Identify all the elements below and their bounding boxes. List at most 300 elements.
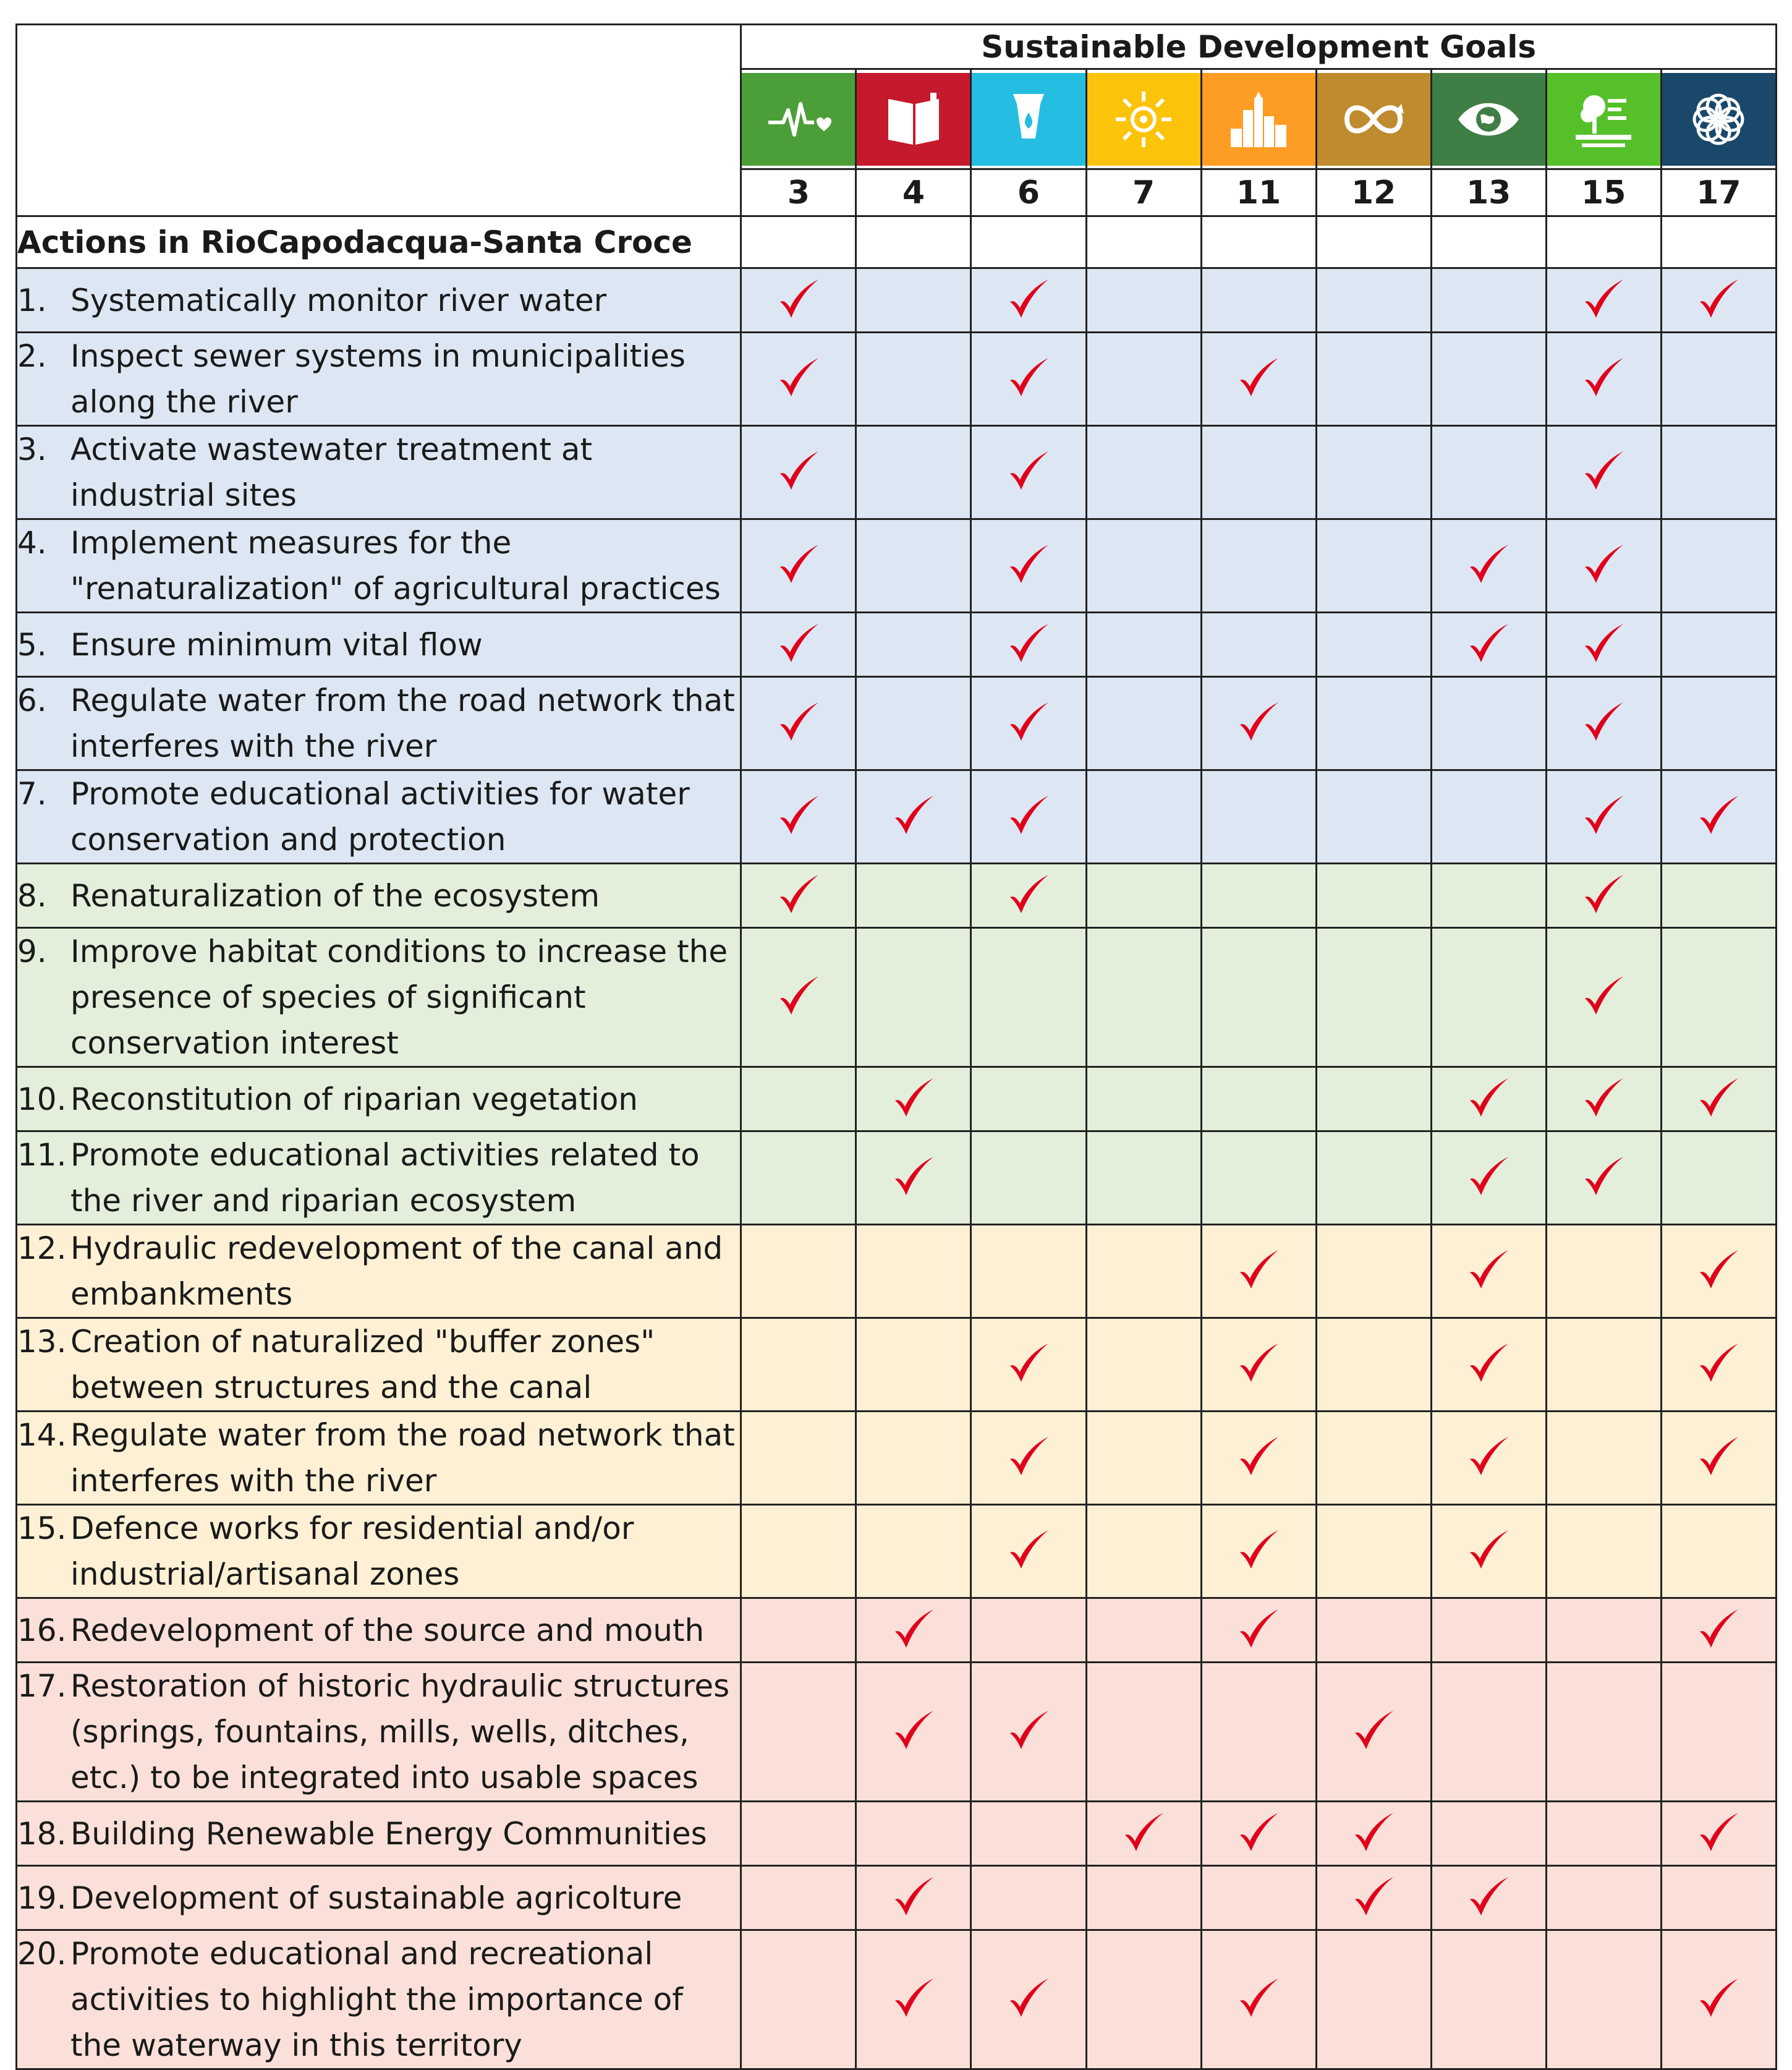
goal-cell — [856, 1225, 971, 1318]
checkmark-icon — [776, 793, 821, 838]
goal-cell — [1431, 1663, 1546, 1802]
goal-cell — [1316, 1930, 1431, 2069]
action-row — [17, 864, 1777, 928]
heading-empty-cell — [741, 216, 856, 268]
action-cell — [17, 426, 741, 519]
goal-cell — [741, 333, 856, 426]
goal-cell — [1086, 1131, 1201, 1225]
goal-number: 13 — [1431, 169, 1546, 216]
actions-heading — [17, 216, 741, 268]
goal-cell — [1086, 1930, 1201, 2069]
checkmark-icon — [1006, 1708, 1051, 1753]
action-row — [17, 1866, 1777, 1930]
goal-cell — [1316, 613, 1431, 677]
checkmark-icon — [1236, 1434, 1281, 1479]
checkmark-icon — [1581, 974, 1626, 1018]
action-cell — [17, 1663, 741, 1802]
goal-cell — [856, 1598, 971, 1663]
action-cell — [17, 333, 741, 426]
checkmark-icon — [1466, 1076, 1511, 1120]
action-text: Regulate water from the road network that interferes with the river — [70, 1417, 735, 1499]
goal-icon-cell — [1546, 69, 1661, 169]
checkmark-icon — [891, 1076, 936, 1120]
goal-cell — [971, 333, 1086, 426]
checkmark-icon — [776, 277, 821, 322]
goal-cell — [1661, 1225, 1776, 1318]
action-cell — [17, 928, 741, 1067]
goal-cell — [1201, 1318, 1316, 1412]
goal-cell — [1431, 1866, 1546, 1930]
action-text: Promote educational activities for water conservation and protection — [70, 776, 690, 858]
sdg-actions-table — [15, 23, 1777, 2070]
heading-empty-cell — [1661, 216, 1776, 268]
goal-cell — [1546, 1131, 1661, 1225]
heading-empty-cell — [971, 216, 1086, 268]
eye-globe-icon — [1432, 73, 1545, 166]
action-text: Restoration of historic hydraulic structures (springs, fountains, mills, wells, ditches, etc.) to be integrated into usable spaces — [70, 1668, 730, 1795]
checkmark-icon — [1351, 1875, 1396, 1919]
checkmark-icon — [1351, 1810, 1396, 1855]
action-row — [17, 1505, 1777, 1598]
action-text: Promote educational activities related to the river and riparian ecosystem — [70, 1137, 700, 1219]
action-number: 5. — [17, 626, 47, 663]
goal-cell — [1661, 1131, 1776, 1225]
goal-cell — [741, 1412, 856, 1505]
goal-cell — [1201, 1598, 1316, 1663]
goal-cell — [1201, 333, 1316, 426]
goal-cell — [1431, 1930, 1546, 2069]
checkmark-icon — [1581, 1076, 1626, 1120]
goal-cell — [1431, 268, 1546, 333]
goal-cell — [1661, 613, 1776, 677]
checkmark-icon — [891, 1607, 936, 1651]
checkmark-icon — [1466, 1528, 1511, 1572]
goal-cell — [971, 268, 1086, 333]
goal-cell — [856, 1412, 971, 1505]
goal-number: 4 — [856, 169, 971, 216]
goal-cell — [856, 1802, 971, 1866]
action-row — [17, 1598, 1777, 1663]
goal-cell — [1201, 1505, 1316, 1598]
goal-cell — [856, 1067, 971, 1131]
goal-cell — [1661, 1802, 1776, 1866]
goal-cell — [1431, 426, 1546, 519]
checkmark-icon — [776, 872, 821, 917]
sun-icon — [1087, 73, 1200, 166]
action-number: 10. — [17, 1081, 67, 1117]
goal-cell — [971, 1802, 1086, 1866]
action-row — [17, 1802, 1777, 1866]
goals-title: Sustainable Development Goals — [741, 25, 1777, 69]
goal-cell — [1201, 1802, 1316, 1866]
action-cell — [17, 677, 741, 770]
checkmark-icon — [1581, 872, 1626, 917]
goal-cell — [1546, 519, 1661, 613]
actions-heading-row — [17, 216, 1777, 268]
action-number: 2. — [17, 338, 47, 374]
goal-cell — [741, 1598, 856, 1663]
action-number: 9. — [17, 934, 47, 969]
goal-cell — [1201, 864, 1316, 928]
checkmark-icon — [1006, 793, 1051, 838]
goal-cell — [856, 333, 971, 426]
goal-cell — [1661, 1067, 1776, 1131]
checkmark-icon — [1006, 1528, 1051, 1572]
action-number: 7. — [17, 776, 47, 812]
goal-cell — [1661, 1930, 1776, 2069]
infinity-icon — [1317, 73, 1430, 166]
goal-cell — [1201, 1412, 1316, 1505]
goal-cell — [1201, 1663, 1316, 1802]
goal-cell — [1316, 1318, 1431, 1412]
goal-cell — [1661, 1663, 1776, 1802]
goal-cell — [741, 1225, 856, 1318]
goal-cell — [1086, 770, 1201, 864]
goal-number: 17 — [1661, 169, 1776, 216]
goal-cell — [1431, 1318, 1546, 1412]
goal-number: 12 — [1316, 169, 1431, 216]
action-number: 13. — [17, 1324, 67, 1360]
goal-cell — [741, 928, 856, 1067]
goal-cell — [1316, 268, 1431, 333]
checkmark-icon — [776, 356, 821, 400]
checkmark-icon — [1696, 1976, 1741, 2021]
checkmark-icon — [1466, 1154, 1511, 1199]
checkmark-icon — [1466, 1875, 1511, 1919]
goal-icon-cell — [1316, 69, 1431, 169]
goal-cell — [856, 1318, 971, 1412]
goal-cell — [1086, 333, 1201, 426]
heading-empty-cell — [1201, 216, 1316, 268]
goal-cell — [1546, 613, 1661, 677]
goals-title-row — [17, 25, 1777, 69]
checkmark-icon — [1121, 1810, 1166, 1855]
goal-cell — [741, 1505, 856, 1598]
checkmark-icon — [1236, 700, 1281, 744]
goal-cell — [1316, 770, 1431, 864]
heading-empty-cell — [1086, 216, 1201, 268]
goal-cell — [1316, 1225, 1431, 1318]
heading-empty-cell — [1431, 216, 1546, 268]
action-cell — [17, 1505, 741, 1598]
goal-cell — [1546, 268, 1661, 333]
goal-cell — [1431, 1802, 1546, 1866]
goal-cell — [1546, 1318, 1661, 1412]
action-cell — [17, 268, 741, 333]
action-number: 6. — [17, 683, 47, 718]
checkmark-icon — [1006, 872, 1051, 917]
checkmark-icon — [1466, 621, 1511, 666]
goal-cell — [971, 426, 1086, 519]
checkmark-icon — [1236, 1607, 1281, 1651]
goal-cell — [741, 519, 856, 613]
checkmark-icon — [1696, 277, 1741, 322]
goal-cell — [971, 613, 1086, 677]
goal-cell — [971, 1930, 1086, 2069]
goal-cell — [1316, 864, 1431, 928]
goal-cell — [1431, 1131, 1546, 1225]
goal-number: 3 — [741, 169, 856, 216]
goal-cell — [1316, 1412, 1431, 1505]
action-text: Systematically monitor river water — [70, 282, 607, 318]
goal-cell — [1431, 928, 1546, 1067]
goal-cell — [1201, 1225, 1316, 1318]
goal-cell — [856, 1505, 971, 1598]
action-text: Creation of naturalized "buffer zones" between structures and the canal — [70, 1324, 655, 1405]
goal-cell — [1316, 1067, 1431, 1131]
goal-cell — [1316, 426, 1431, 519]
action-text: Implement measures for the "renaturalization" of agricultural practices — [70, 525, 721, 607]
checkmark-icon — [1236, 1976, 1281, 2021]
action-cell — [17, 519, 741, 613]
checkmark-icon — [1006, 1976, 1051, 2021]
action-number: 14. — [17, 1417, 67, 1453]
goal-cell — [741, 1067, 856, 1131]
action-text: Regulate water from the road network that interferes with the river — [70, 683, 735, 764]
checkmark-icon — [1006, 621, 1051, 666]
city-icon — [1202, 73, 1315, 166]
goal-cell — [1086, 1866, 1201, 1930]
action-number: 8. — [17, 877, 47, 914]
action-text: Ensure minimum vital flow — [70, 626, 483, 663]
action-text: Redevelopment of the source and mouth — [70, 1612, 705, 1648]
checkmark-icon — [1466, 1248, 1511, 1292]
goal-cell — [1546, 1067, 1661, 1131]
corner-cell — [17, 25, 741, 216]
action-row — [17, 1067, 1777, 1131]
goal-cell — [1316, 677, 1431, 770]
checkmark-icon — [1696, 1248, 1741, 1292]
action-cell — [17, 613, 741, 677]
goal-cell — [741, 770, 856, 864]
goal-cell — [856, 426, 971, 519]
checkmark-icon — [776, 974, 821, 1018]
action-row — [17, 1663, 1777, 1802]
action-number: 12. — [17, 1230, 67, 1266]
goal-cell — [1086, 1663, 1201, 1802]
goal-cell — [1546, 1866, 1661, 1930]
flower-rings-icon — [1662, 73, 1775, 166]
checkmark-icon — [891, 1708, 936, 1753]
checkmark-icon — [1006, 1434, 1051, 1479]
goal-cell — [856, 770, 971, 864]
action-text: Improve habitat conditions to increase the presence of species of significant conservation interest — [70, 934, 728, 1061]
action-text: Promote educational and recreational activities to highlight the importance of the waterway in this territory — [70, 1936, 683, 2063]
goal-cell — [1546, 928, 1661, 1067]
goal-cell — [1661, 677, 1776, 770]
checkmark-icon — [1696, 793, 1741, 838]
goal-cell — [1431, 1067, 1546, 1131]
action-text: Development of sustainable agricolture — [70, 1880, 682, 1916]
action-cell — [17, 1802, 741, 1866]
goal-cell — [1086, 1318, 1201, 1412]
goal-cell — [1201, 1866, 1316, 1930]
goal-number: 7 — [1086, 169, 1201, 216]
goal-cell — [1661, 1598, 1776, 1663]
goal-cell — [1086, 1802, 1201, 1866]
goal-cell — [1086, 677, 1201, 770]
action-cell — [17, 1067, 741, 1131]
goal-cell — [741, 268, 856, 333]
checkmark-icon — [776, 621, 821, 666]
action-row — [17, 1412, 1777, 1505]
goal-cell — [1086, 1505, 1201, 1598]
goal-cell — [971, 928, 1086, 1067]
goal-cell — [1546, 426, 1661, 519]
action-row — [17, 426, 1777, 519]
goal-cell — [1201, 519, 1316, 613]
checkmark-icon — [1466, 1434, 1511, 1479]
action-text: Inspect sewer systems in municipalities along the river — [70, 338, 686, 420]
action-cell — [17, 1412, 741, 1505]
checkmark-icon — [1581, 621, 1626, 666]
action-row — [17, 677, 1777, 770]
goal-cell — [1201, 426, 1316, 519]
action-text: Activate wastewater treatment at industrial sites — [70, 432, 593, 513]
goal-cell — [1431, 1225, 1546, 1318]
action-number: 1. — [17, 282, 47, 318]
checkmark-icon — [1351, 1708, 1396, 1753]
action-text: Building Renewable Energy Communities — [70, 1815, 707, 1852]
checkmark-icon — [1581, 700, 1626, 744]
goal-cell — [1431, 1505, 1546, 1598]
goal-cell — [1546, 1802, 1661, 1866]
checkmark-icon — [1581, 793, 1626, 838]
checkmark-icon — [1006, 1341, 1051, 1386]
action-text: Defence works for residential and/or industrial/artisanal zones — [70, 1510, 634, 1592]
action-row — [17, 333, 1777, 426]
goal-cell — [1201, 268, 1316, 333]
goal-cell — [1316, 1866, 1431, 1930]
checkmark-icon — [1006, 356, 1051, 400]
goal-cell — [856, 1663, 971, 1802]
checkmark-icon — [1581, 277, 1626, 322]
goal-cell — [741, 426, 856, 519]
goal-cell — [1661, 928, 1776, 1067]
action-text: Hydraulic redevelopment of the canal and embankments — [70, 1230, 723, 1312]
action-row — [17, 770, 1777, 864]
goal-cell — [1316, 1505, 1431, 1598]
checkmark-icon — [891, 1976, 936, 2021]
goal-cell — [1316, 1802, 1431, 1866]
checkmark-icon — [776, 542, 821, 587]
goal-icon-cell — [856, 69, 971, 169]
goal-number: 11 — [1201, 169, 1316, 216]
action-row — [17, 1318, 1777, 1412]
goal-cell — [1086, 519, 1201, 613]
goal-cell — [1431, 864, 1546, 928]
checkmark-icon — [1006, 700, 1051, 744]
checkmark-icon — [891, 1875, 936, 1919]
action-row — [17, 268, 1777, 333]
action-cell — [17, 1225, 741, 1318]
action-row — [17, 1131, 1777, 1225]
action-number: 18. — [17, 1815, 67, 1852]
goal-cell — [1086, 1412, 1201, 1505]
book-icon — [857, 73, 970, 166]
goal-cell — [1546, 677, 1661, 770]
goal-cell — [1086, 426, 1201, 519]
goal-cell — [1086, 928, 1201, 1067]
goal-cell — [1086, 1067, 1201, 1131]
goal-cell — [856, 677, 971, 770]
goal-cell — [1201, 928, 1316, 1067]
goal-cell — [1201, 1930, 1316, 2069]
goal-cell — [856, 613, 971, 677]
goal-cell — [1546, 1412, 1661, 1505]
action-number: 4. — [17, 525, 47, 561]
action-row — [17, 613, 1777, 677]
goal-cell — [1661, 1866, 1776, 1930]
goal-cell — [1431, 613, 1546, 677]
goal-cell — [1201, 677, 1316, 770]
action-cell — [17, 1866, 741, 1930]
water-drop-icon — [972, 73, 1085, 166]
checkmark-icon — [1006, 449, 1051, 493]
goal-cell — [741, 1663, 856, 1802]
goal-cell — [856, 864, 971, 928]
goal-cell — [856, 268, 971, 333]
goal-cell — [741, 864, 856, 928]
goal-cell — [1086, 1598, 1201, 1663]
action-cell — [17, 1930, 741, 2069]
checkmark-icon — [1696, 1076, 1741, 1120]
goal-icon-cell — [741, 69, 856, 169]
heading-empty-cell — [1546, 216, 1661, 268]
goal-cell — [856, 519, 971, 613]
goal-cell — [1661, 333, 1776, 426]
goal-cell — [741, 677, 856, 770]
heading-empty-cell — [1316, 216, 1431, 268]
goal-cell — [741, 1866, 856, 1930]
action-row — [17, 928, 1777, 1067]
action-number: 3. — [17, 432, 47, 467]
action-cell — [17, 864, 741, 928]
goal-cell — [1431, 677, 1546, 770]
goal-cell — [1546, 1930, 1661, 2069]
goal-cell — [856, 1131, 971, 1225]
action-row — [17, 519, 1777, 613]
goal-cell — [1431, 333, 1546, 426]
action-number: 19. — [17, 1880, 67, 1916]
goal-cell — [1201, 613, 1316, 677]
action-cell — [17, 1598, 741, 1663]
checkmark-icon — [1696, 1607, 1741, 1651]
goal-cell — [1086, 613, 1201, 677]
goal-cell — [1661, 1412, 1776, 1505]
action-number: 20. — [17, 1936, 67, 1972]
action-number: 11. — [17, 1137, 67, 1173]
goal-cell — [1661, 268, 1776, 333]
goal-cell — [971, 1225, 1086, 1318]
goal-cell — [1661, 519, 1776, 613]
goal-cell — [1316, 1131, 1431, 1225]
goal-cell — [1431, 1412, 1546, 1505]
goal-cell — [1661, 1505, 1776, 1598]
goal-cell — [1661, 426, 1776, 519]
heartbeat-icon — [742, 73, 855, 166]
checkmark-icon — [1696, 1810, 1741, 1855]
action-text: Renaturalization of the ecosystem — [70, 877, 600, 914]
goal-cell — [971, 1318, 1086, 1412]
goal-icon-cell — [971, 69, 1086, 169]
checkmark-icon — [776, 449, 821, 493]
goal-cell — [1431, 519, 1546, 613]
goal-cell — [1661, 864, 1776, 928]
action-text: Reconstitution of riparian vegetation — [70, 1081, 638, 1117]
goal-icon-cell — [1201, 69, 1316, 169]
action-number: 17. — [17, 1668, 67, 1704]
